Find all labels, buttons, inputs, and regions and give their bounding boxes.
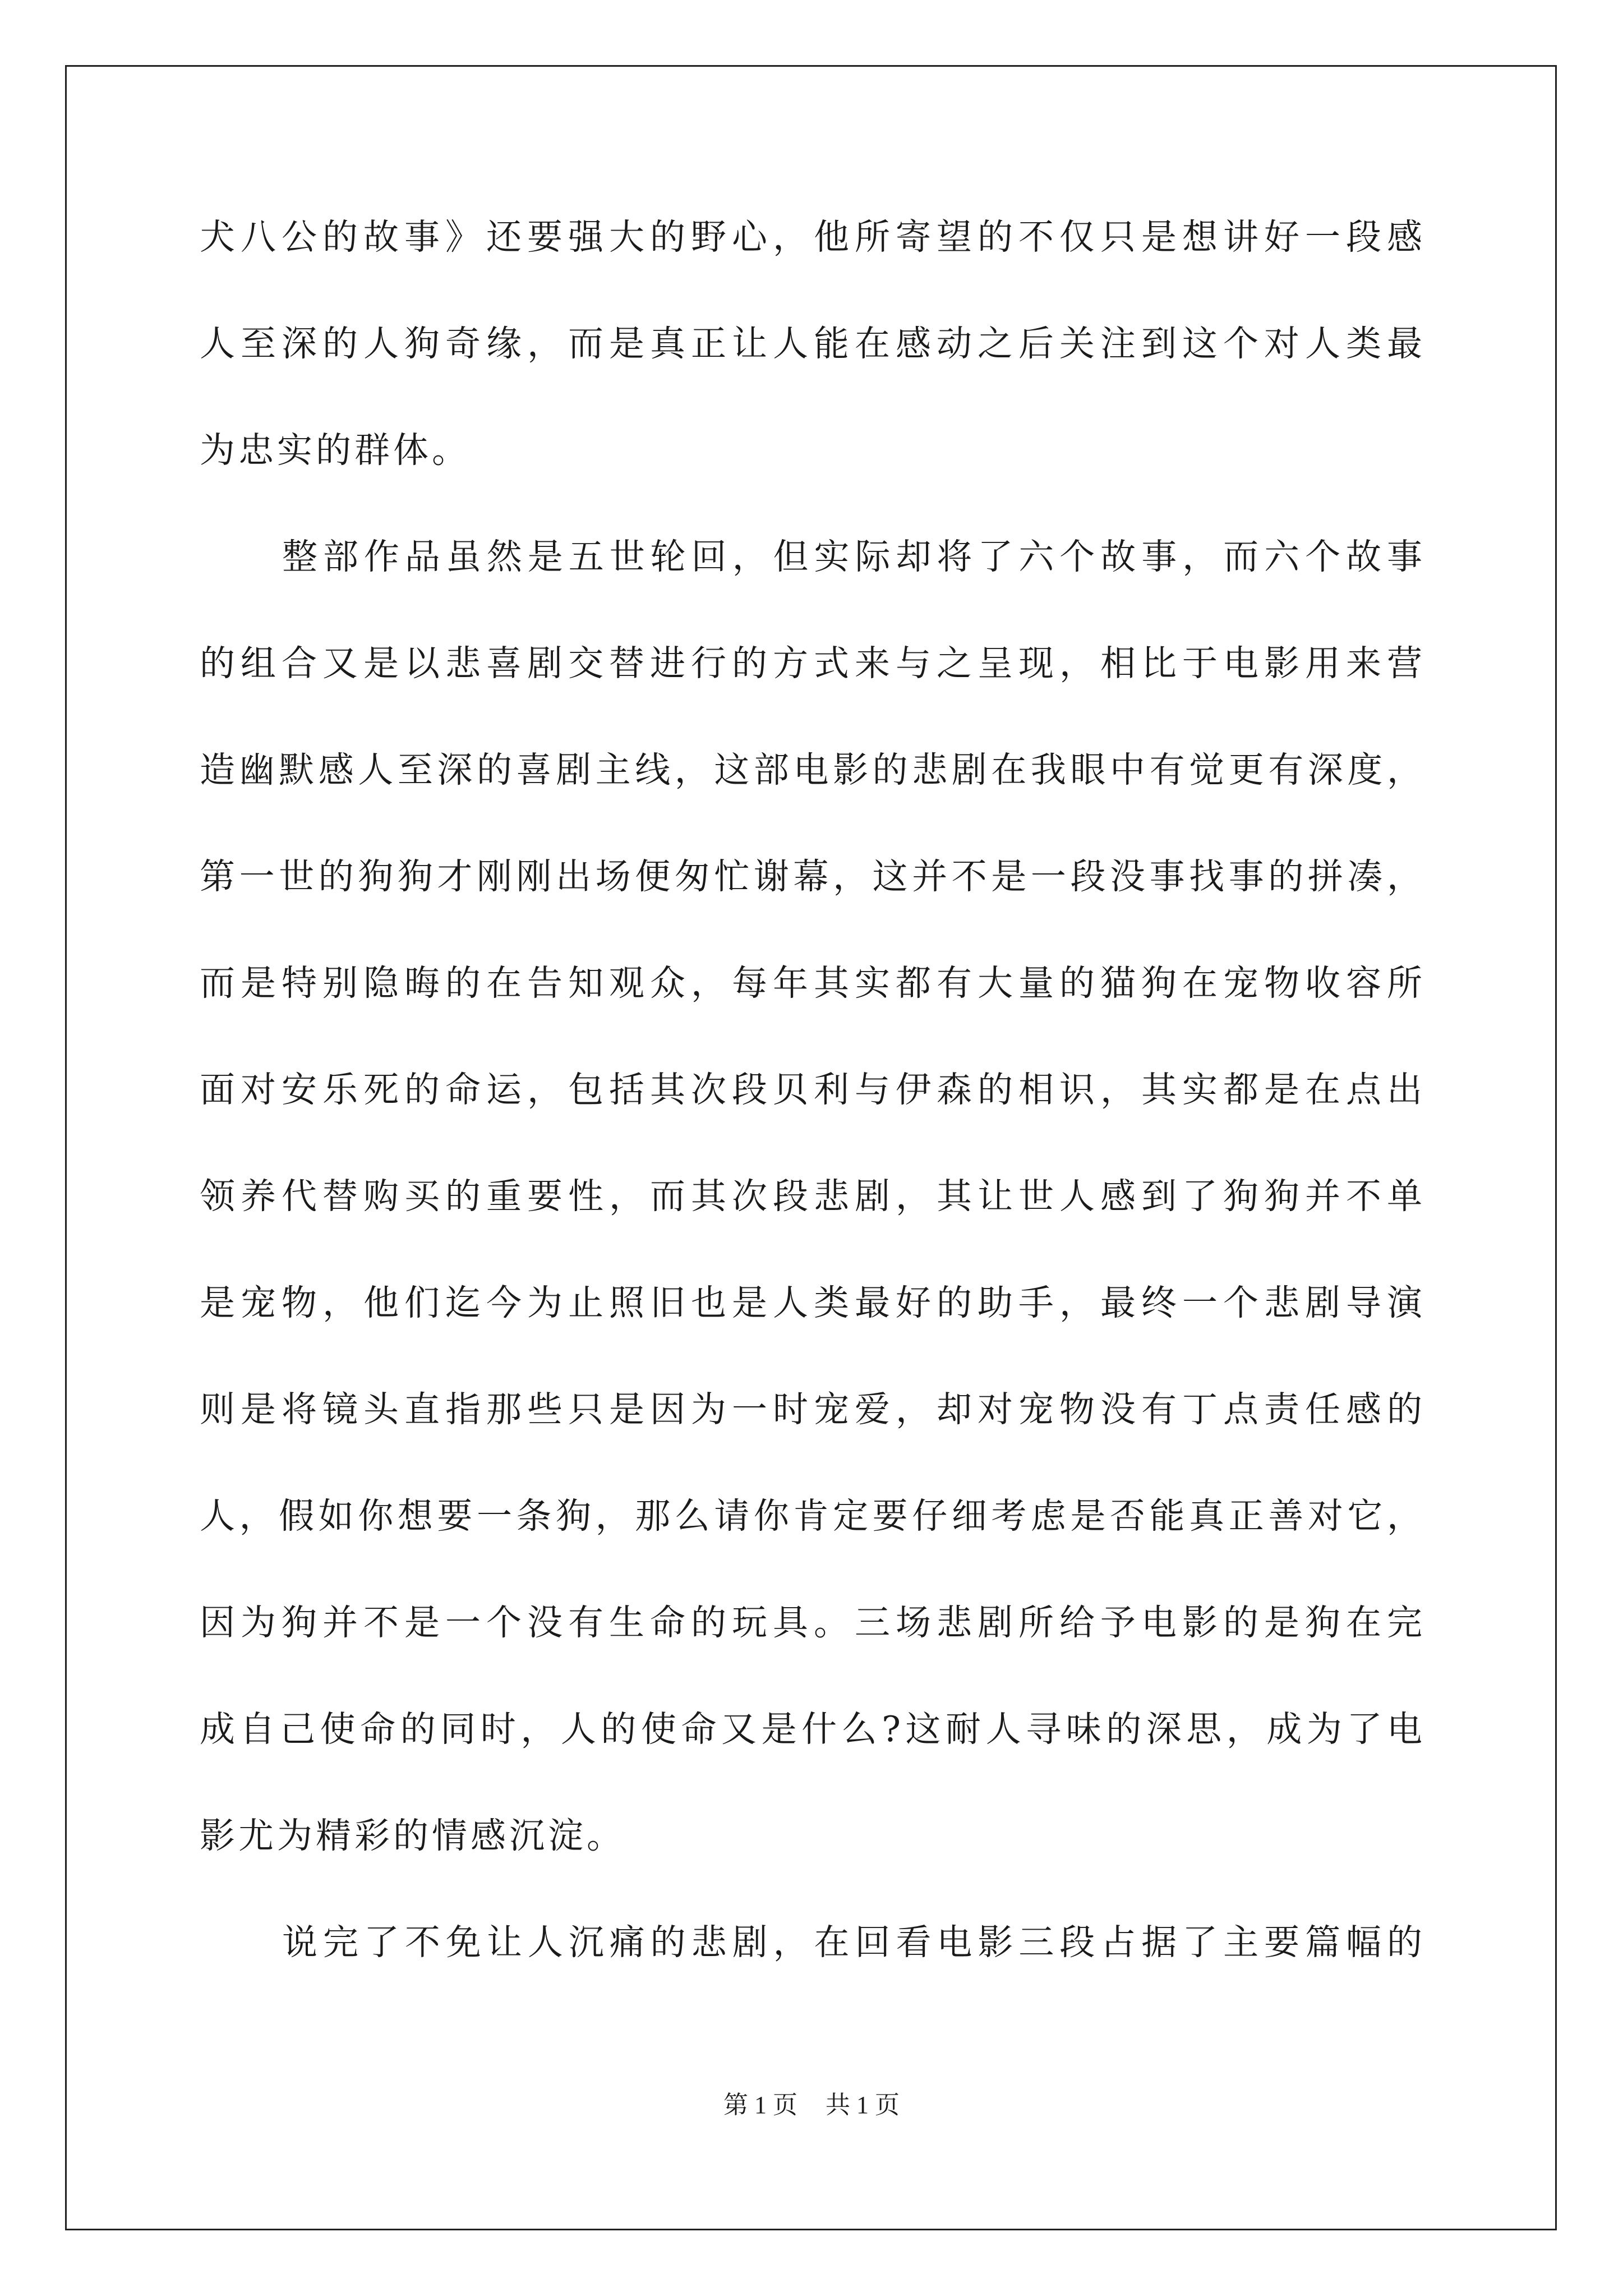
text-line: 造幽默感人至深的喜剧主线，这部电影的悲剧在我眼中有觉更有深度， <box>200 749 1422 790</box>
page-number: 第 1 页 <box>723 2091 797 2119</box>
text-line: 成自己使命的同时，人的使命又是什么?这耐人寻味的深思，成为了电 <box>200 1709 1422 1750</box>
text-line: 面对安乐死的命运，包括其次段贝利与伊森的相识，其实都是在点出 <box>200 1069 1422 1110</box>
text-line: 影尤为精彩的情感沉淀。 <box>200 1815 625 1856</box>
text-line: 因为狗并不是一个没有生命的玩具。三场悲剧所给予电影的是狗在完 <box>200 1602 1422 1643</box>
text-line: 而是特别隐晦的在告知观众，每年其实都有大量的猫狗在宠物收容所 <box>200 963 1422 1004</box>
text-line: 则是将镜头直指那些只是因为一时宠爱，却对宠物没有丁点责任感的 <box>200 1389 1422 1430</box>
text-line: 的组合又是以悲喜剧交替进行的方式来与之呈现，相比于电影用来营 <box>200 643 1422 684</box>
paragraph-first-line: 说完了不免让人沉痛的悲剧，在回看电影三段占据了主要篇幅的 <box>282 1922 1422 1963</box>
text-line: 是宠物，他们迄今为止照旧也是人类最好的助手，最终一个悲剧导演 <box>200 1282 1422 1323</box>
text-line: 领养代替购买的重要性，而其次段悲剧，其让世人感到了狗狗并不单 <box>200 1176 1422 1217</box>
text-line: 人，假如你想要一条狗，那么请你肯定要仔细考虑是否能真正善对它， <box>200 1496 1422 1536</box>
text-line: 犬八公的故事》还要强大的野心，他所寄望的不仅只是想讲好一段感 <box>200 217 1422 257</box>
text-line: 第一世的狗狗才刚刚出场便匆忙谢幕，这并不是一段没事找事的拼凑， <box>200 856 1422 897</box>
page-footer <box>0 2085 1623 2120</box>
document-body <box>200 210 1422 2022</box>
text-line: 为忠实的群体。 <box>200 430 471 471</box>
page-total: 共 1 页 <box>826 2091 900 2119</box>
text-line: 人至深的人狗奇缘，而是真正让人能在感动之后关注到这个对人类最 <box>200 323 1422 364</box>
paragraph-first-line: 整部作品虽然是五世轮回，但实际却将了六个故事，而六个故事 <box>282 536 1422 577</box>
